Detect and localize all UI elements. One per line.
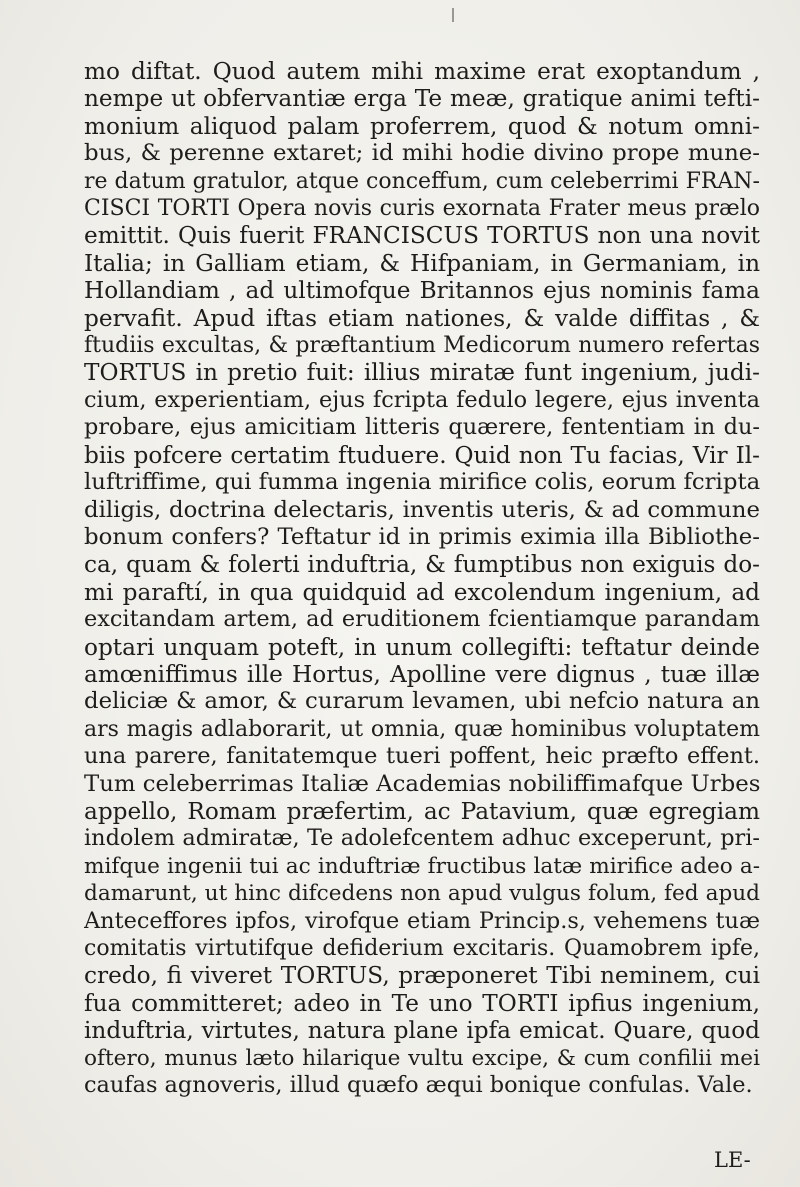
text-line: una parere, fanitatemque tueri poffent, heic præfto effent. — [84, 743, 760, 770]
text-line: nempe ut obfervantiæ erga Te meæ, gratique animi tefti- — [84, 85, 760, 113]
text-line: appello, Romam præfertim, ac Patavium, quæ egregiam — [84, 797, 760, 825]
text-line: mo diftat. Quod autem mihi maxime erat exoptandum , — [84, 58, 760, 85]
text-line: CISCI TORTI Opera novis curis exornata Frater meus prælo — [84, 196, 760, 222]
text-line: re datum gratulor, atque conceffum, cum celeberrimi FRAN- — [84, 168, 760, 194]
text-line: damarunt, ut hinc difcedens non apud vulgus folum, fed apud — [84, 881, 760, 907]
text-line: credo, fi viveret TORTUS, præponeret Tibi neminem, cui — [84, 962, 760, 990]
text-line: caufas agnoveris, illud quæfo æqui bonique confulas. Vale. — [84, 1072, 753, 1099]
text-line: luftriffime, qui fumma ingenia mirifice colis, eorum fcripta — [84, 469, 760, 496]
text-line: indolem admiratæ, Te adolefcentem adhuc exceperunt, pri- — [84, 825, 760, 852]
text-line: biis pofcere certatim ftuduere. Quid non Tu facias, Vir Il- — [84, 441, 760, 469]
text-line: amœniffimus ille Hortus, Apolline vere dignus , tuæ illæ — [84, 660, 760, 688]
text-line: bus, & perenne extaret; id mihi hodie divino prope mune- — [84, 140, 760, 167]
text-line: induftria, virtutes, natura plane ipfa emicat. Quare, quod — [84, 1017, 760, 1045]
text-line: Hollandiam , ad ultimofque Britannos ejus nominis fama — [84, 277, 760, 305]
text-line: emittit. Quis fuerit FRANCISCUS TORTUS non una novit — [84, 222, 760, 250]
text-line: excitandam artem, ad eruditionem fcientiamque parandam — [84, 606, 760, 633]
text-line: oftero, munus læto hilarique vultu excipe, & cum confilii mei — [84, 1045, 760, 1071]
text-line: Tum celeberrimas Italiæ Academias nobiliffimafque Urbes — [84, 770, 760, 797]
text-line: mi paraftí, in qua quidquid ad excolendum ingenium, ad — [84, 578, 760, 606]
text-line: probare, ejus amicitiam litteris quærere, fententiam in du- — [84, 414, 760, 441]
text-line: ftudiis excultas, & præftantium Medicorum numero refertas — [84, 333, 760, 359]
text-line: mifque ingenii tui ac induftriæ fructibus latæ mirifice adeo a- — [84, 853, 760, 879]
text-line: monium aliquod palam proferrem, quod & notum omni- — [84, 112, 760, 140]
text-line: TORTUS in pretio fuit: illius miratæ funt ingenium, judi- — [84, 359, 760, 387]
text-line: cium, experientiam, ejus fcripta fedulo legere, ejus inventa — [84, 386, 760, 413]
text-line: Italia; in Galliam etiam, & Hifpaniam, in Germaniam, in — [84, 249, 760, 277]
print-mark — [452, 8, 454, 22]
text-line: deliciæ & amor, & curarum levamen, ubi nefcio natura an — [84, 688, 760, 715]
text-line: ars magis adlaborarit, ut omnia, quæ hominibus voluptatem — [84, 716, 760, 742]
text-line: fua committeret; adeo in Te uno TORTI ipfius ingenium, — [84, 989, 760, 1017]
text-line: ca, quam & folerti induftria, & fumptibus non exiguis do- — [84, 551, 760, 579]
text-line: bonum confers? Teftatur id in primis eximia illa Bibliothe- — [84, 523, 760, 550]
text-line: optari unquam poteft, in unum collegifti: teftatur deinde — [84, 633, 760, 661]
text-line: diligis, doctrina delectaris, inventis uteris, & ad commune — [84, 496, 760, 523]
text-line: comitatis virtutifque defiderium excitaris. Quamobrem ipfe, — [84, 936, 760, 961]
text-line: pervafit. Apud iftas etiam nationes, & valde diffitas , & — [84, 304, 760, 332]
catchword: LE- — [714, 1148, 751, 1172]
body-text — [84, 58, 760, 1099]
text-line: Anteceffores ipfos, virofque etiam Princip.s, vehemens tuæ — [84, 907, 760, 934]
